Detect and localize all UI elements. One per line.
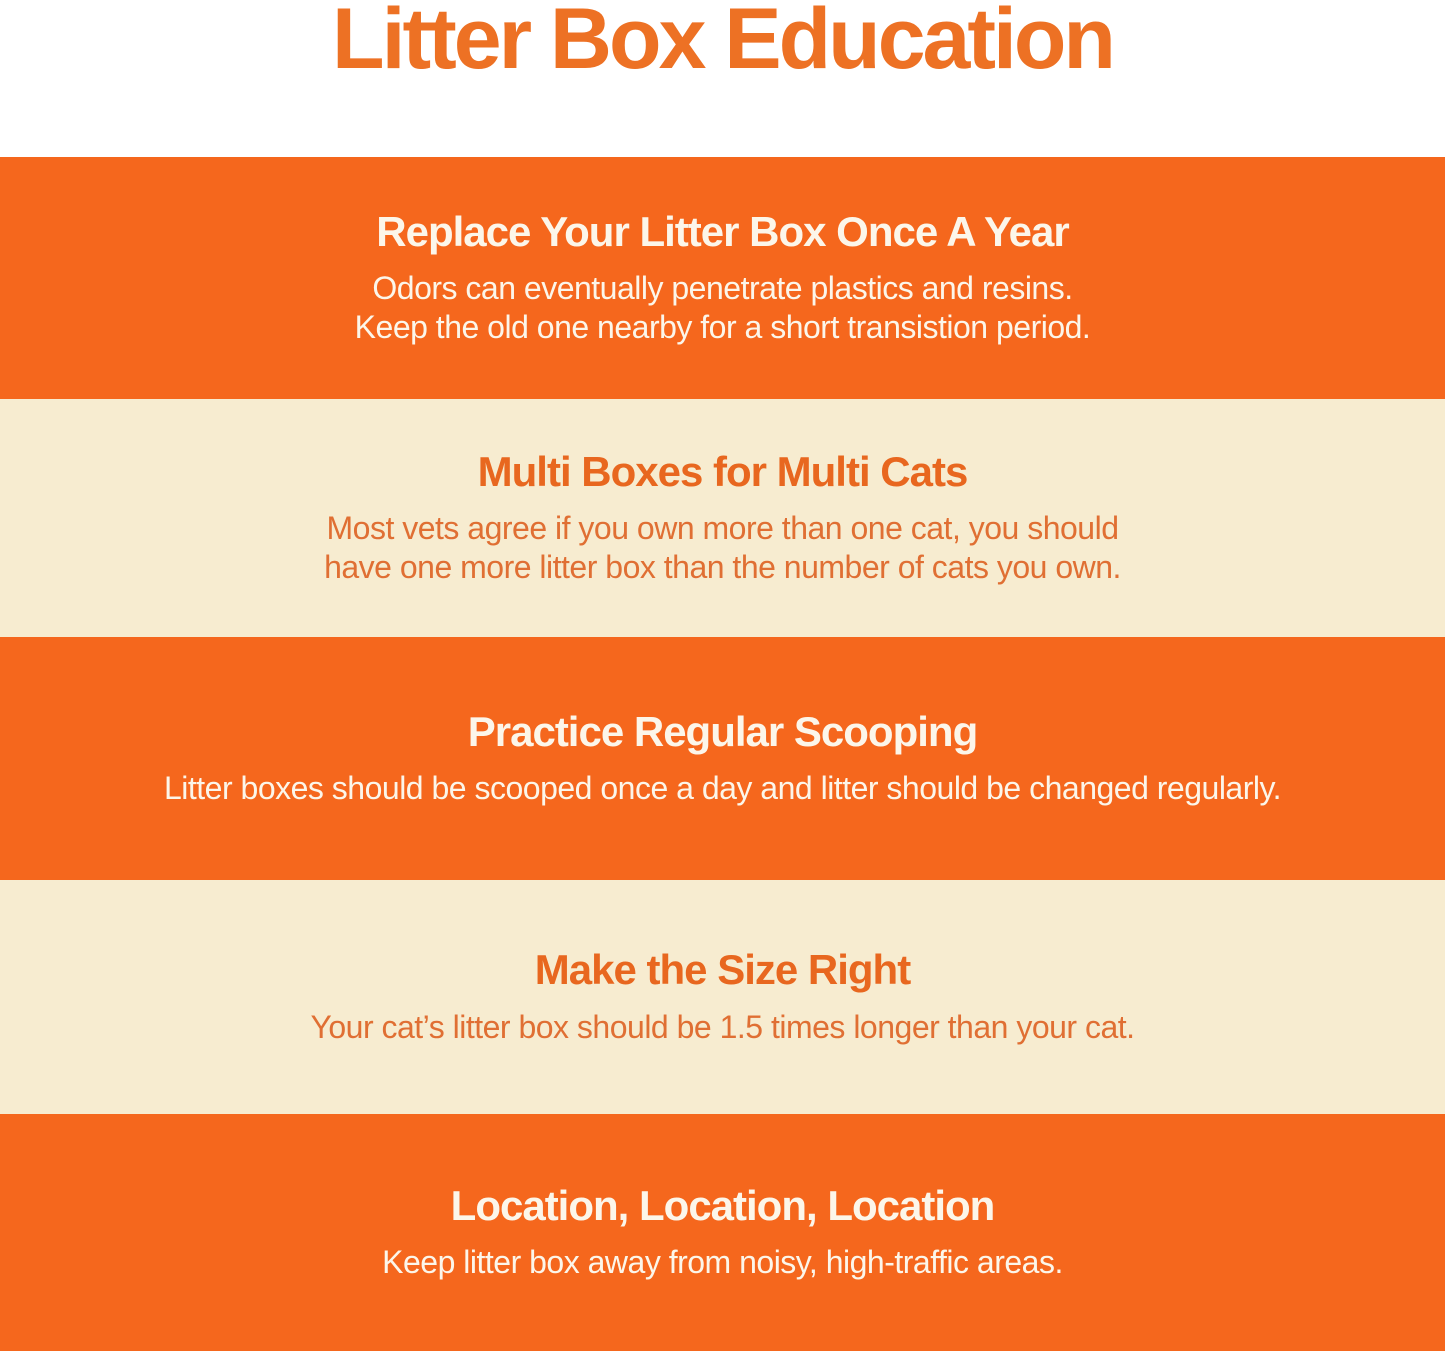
band-body bbox=[382, 1243, 1063, 1282]
band-body-line: have one more litter box than the number of cats you own. bbox=[324, 549, 1121, 586]
band-body bbox=[324, 509, 1121, 587]
band-location bbox=[0, 1114, 1445, 1351]
title-area bbox=[0, 0, 1445, 157]
page-title: Litter Box Education bbox=[332, 0, 1113, 87]
band-heading: Location, Location, Location bbox=[450, 1181, 995, 1229]
band-body bbox=[164, 769, 1281, 808]
band-body-line: Keep litter box away from noisy, high-traffic areas. bbox=[382, 1244, 1063, 1281]
band-body-line: Your cat’s litter box should be 1.5 times longer than your cat. bbox=[310, 1008, 1135, 1045]
band-regular-scooping bbox=[0, 637, 1445, 880]
band-heading: Practice Regular Scooping bbox=[467, 707, 978, 755]
band-body-line: Litter boxes should be scooped once a day and litter should be changed regularly. bbox=[163, 770, 1281, 807]
band-body bbox=[355, 269, 1091, 347]
band-heading: Replace Your Litter Box Once A Year bbox=[376, 207, 1069, 255]
band-body bbox=[310, 1008, 1134, 1047]
band-body-line: Keep the old one nearby for a short transistion period. bbox=[354, 309, 1091, 346]
band-size-right bbox=[0, 880, 1445, 1114]
band-body-line: Odors can eventually penetrate plastics and resins. bbox=[372, 270, 1073, 307]
band-heading: Multi Boxes for Multi Cats bbox=[477, 447, 968, 495]
band-multi-boxes bbox=[0, 399, 1445, 637]
band-replace-litter-box bbox=[0, 157, 1445, 399]
band-body-line: Most vets agree if you own more than one cat, you should bbox=[326, 510, 1119, 547]
band-heading: Make the Size Right bbox=[534, 946, 911, 994]
